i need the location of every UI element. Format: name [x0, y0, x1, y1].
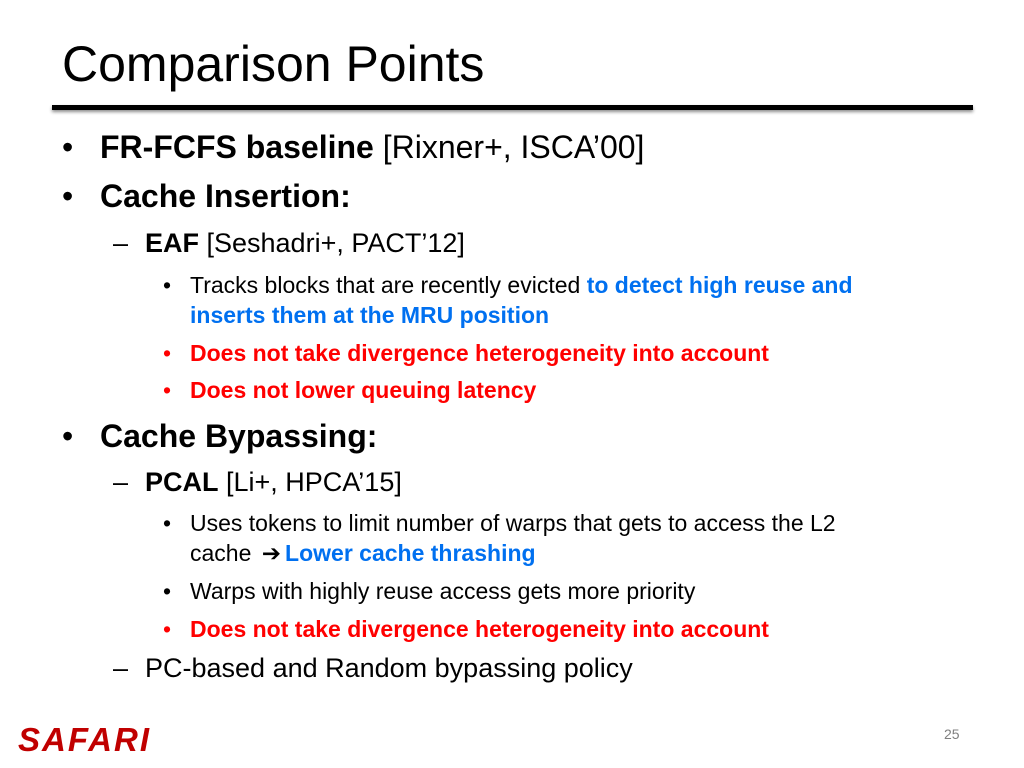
- bullet-dot: •: [62, 178, 74, 214]
- eaf-label: EAF: [145, 228, 199, 258]
- eaf-point-1-text: Tracks blocks that are recently evicted: [190, 272, 587, 298]
- bullet-dot: •: [163, 510, 172, 536]
- pcal-point-1-continued: [190, 538, 536, 568]
- eaf-point-1-continued: [190, 300, 549, 330]
- pcal-point-1-highlight: Lower cache thrashing: [285, 540, 536, 566]
- safari-logo: SAFARI: [18, 721, 152, 758]
- bullet-dash: –: [113, 467, 129, 497]
- page-number: 25: [944, 726, 960, 742]
- eaf-point-1-highlight-continued: inserts them at the MRU position: [190, 302, 550, 328]
- bullet-dot: •: [163, 272, 172, 298]
- bullet-dot: •: [163, 340, 172, 366]
- right-arrow-icon: ➔: [261, 540, 282, 566]
- bullet-dot: •: [163, 578, 172, 604]
- pcal-point-1-text-continued: cache: [190, 540, 258, 566]
- bullet-dot: •: [62, 418, 74, 454]
- cache-bypassing-label: Cache Bypassing:: [100, 418, 378, 454]
- pcal-point-3-text: Does not take divergence heterogeneity into account: [190, 616, 769, 642]
- bullet-dash: –: [113, 228, 129, 258]
- eaf-point-2-text: Does not take divergence heterogeneity into account: [190, 340, 769, 366]
- pc-based-text: PC-based and Random bypassing policy: [145, 653, 633, 683]
- pcal-ref: [Li+, HPCA’15]: [218, 467, 402, 497]
- eaf-point-1-highlight: to detect high reuse and: [586, 272, 853, 298]
- frfcfs-ref: [Rixner+, ISCA’00]: [373, 129, 645, 165]
- slide-title: Comparison Points: [62, 36, 485, 92]
- pcal-point-1-text: Uses tokens to limit number of warps that gets to access the L2: [190, 510, 836, 536]
- cache-insertion-label: Cache Insertion:: [100, 178, 351, 214]
- bullet-dot: •: [163, 377, 172, 403]
- eaf-point-3-text: Does not lower queuing latency: [190, 377, 537, 403]
- bullet-dash: –: [113, 653, 129, 683]
- title-underline: [52, 105, 973, 110]
- pcal-point-2-text: Warps with highly reuse access gets more priority: [190, 578, 696, 604]
- bullet-dot: •: [62, 129, 74, 165]
- bullet-dot: •: [163, 616, 172, 642]
- eaf-ref: [Seshadri+, PACT’12]: [199, 228, 465, 258]
- frfcfs-label: FR-FCFS baseline: [100, 129, 374, 165]
- pcal-label: PCAL: [145, 467, 219, 497]
